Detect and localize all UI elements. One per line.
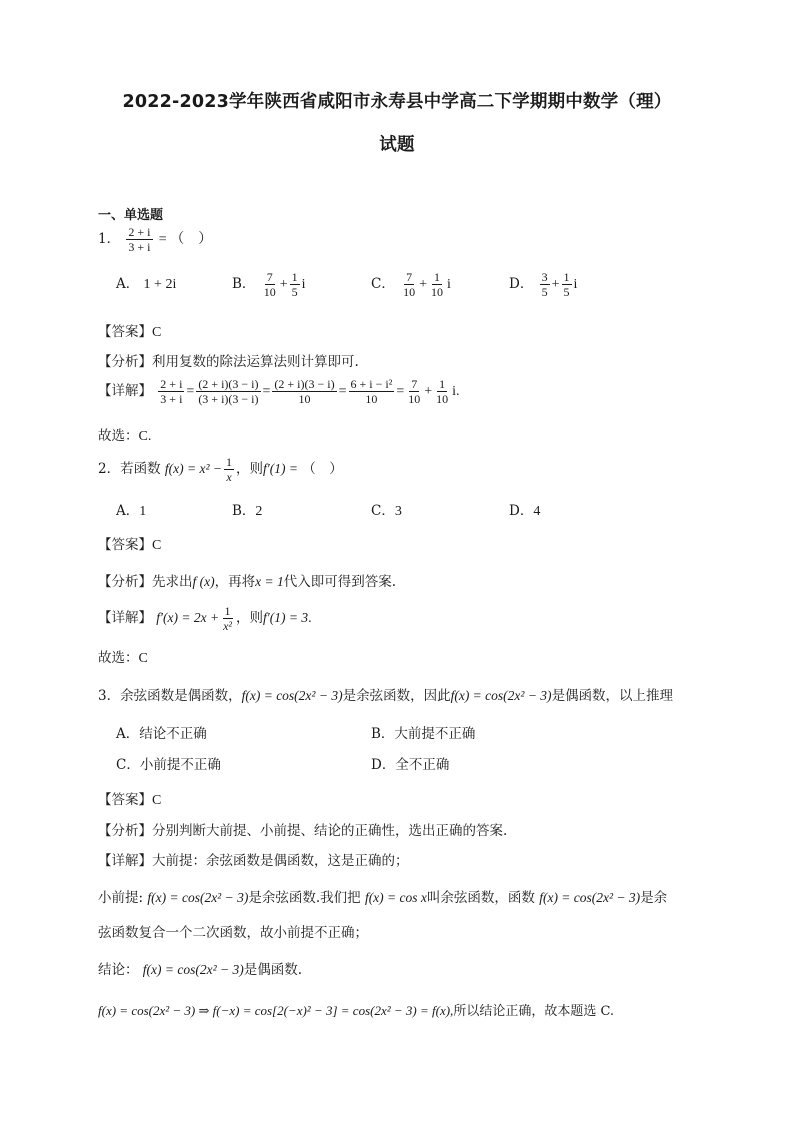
fraction-denominator: x bbox=[226, 470, 232, 484]
q3-option-b bbox=[371, 722, 475, 742]
option-label: A． bbox=[116, 276, 140, 292]
fraction-numerator: 6 + i − i² bbox=[350, 377, 393, 391]
q2-detail bbox=[98, 604, 312, 633]
fraction-denominator: 10 bbox=[408, 392, 421, 406]
fraction-denominator: (3 + i)(3 − i) bbox=[198, 392, 259, 406]
analysis-expression: x = 1 bbox=[255, 574, 284, 589]
minor-expression: f(x) = cos(2x² − 3) bbox=[539, 890, 641, 905]
q3-detail bbox=[98, 849, 409, 869]
option-text: 小前提不正确 bbox=[139, 757, 221, 773]
stem-expression: f(x) = cos(2x² − 3) bbox=[241, 688, 343, 703]
fraction bbox=[540, 270, 550, 299]
detail-text: . bbox=[308, 611, 312, 626]
fraction-denominator: x² bbox=[223, 619, 233, 633]
option-label: A． bbox=[116, 503, 140, 519]
fraction-denominator: 10 bbox=[431, 285, 444, 299]
choose-value: C. bbox=[138, 429, 152, 444]
fraction bbox=[221, 604, 234, 633]
answer-value: C bbox=[152, 793, 162, 808]
q3-minor-premise-line2: 弦函数复合一个二次函数，故小前提不正确； bbox=[98, 925, 368, 941]
stem-text: ，则 bbox=[236, 461, 264, 477]
stem-expression: f(x) = cos(2x² − 3) bbox=[450, 688, 552, 703]
detail-label: 【详解】 bbox=[98, 853, 152, 869]
detail-label: 【详解】 bbox=[98, 383, 152, 399]
fraction-numerator: 7 bbox=[406, 270, 413, 284]
fraction bbox=[401, 270, 417, 299]
fraction-denominator: 5 bbox=[291, 285, 298, 299]
fraction-denominator: 5 bbox=[563, 285, 570, 299]
fraction bbox=[262, 270, 278, 299]
imaginary-unit: i bbox=[447, 277, 451, 292]
detail-expression: f′(x) = 2x + bbox=[156, 610, 220, 625]
stem-tail: = （ ） bbox=[158, 232, 213, 247]
answer-value: C bbox=[152, 325, 162, 340]
answer-label: 【答案】 bbox=[98, 324, 152, 340]
plus-sign: + bbox=[279, 277, 288, 292]
stem-text: 若函数 bbox=[120, 461, 161, 477]
option-text: 4 bbox=[533, 504, 541, 519]
minor-premise-label: 小前提: bbox=[98, 890, 144, 906]
fraction-numerator: 2 + i bbox=[128, 225, 151, 239]
plus-sign: + bbox=[424, 384, 433, 399]
document-title-line1: 2022-2023学年陕西省咸阳市永寿县中学高二下学期期中数学（理） bbox=[122, 92, 672, 112]
option-label: C． bbox=[371, 276, 395, 292]
option-text: 大前提不正确 bbox=[394, 726, 476, 742]
plus-sign: + bbox=[419, 277, 428, 292]
equals-sign: = bbox=[262, 384, 271, 399]
q1-option-c bbox=[371, 270, 451, 299]
conclusion-text: 是偶函数. bbox=[243, 962, 303, 978]
question-number: 3． bbox=[98, 688, 121, 704]
fraction bbox=[434, 377, 450, 406]
fraction-denominator: 10 bbox=[436, 392, 449, 406]
fraction-denominator: 10 bbox=[263, 285, 276, 299]
option-label: D． bbox=[371, 757, 396, 773]
q3-option-a bbox=[116, 722, 207, 742]
final-expression: f(x) = cos(2x² − 3) ⇒ f(−x) = cos[2(−x)² − 3] = cos(2x² − 3) = f(x), bbox=[98, 1003, 454, 1018]
q3-answer bbox=[98, 788, 161, 809]
question-number: 1． bbox=[98, 231, 121, 247]
fraction-numerator: 2 + i bbox=[160, 377, 183, 391]
analysis-expression: f (x) bbox=[192, 574, 215, 589]
fraction-denominator: 10 bbox=[365, 392, 378, 406]
option-text: 2 bbox=[255, 504, 263, 519]
q1-answer bbox=[98, 320, 161, 341]
answer-value: C bbox=[152, 538, 162, 553]
option-text: 全不正确 bbox=[395, 757, 450, 773]
fraction-denominator: 3 + i bbox=[160, 392, 183, 406]
q1-analysis bbox=[98, 350, 359, 370]
choose-label: 故选： bbox=[98, 428, 139, 444]
analysis-text: 利用复数的除法运算法则计算即可. bbox=[152, 354, 359, 370]
option-label: B． bbox=[371, 726, 395, 742]
q3-option-d bbox=[371, 753, 449, 773]
q2-option-b bbox=[232, 499, 262, 520]
conclusion-label: 结论： bbox=[98, 962, 139, 978]
analysis-text: 先求出 bbox=[152, 574, 193, 590]
conclusion-expression: f(x) = cos(2x² − 3) bbox=[142, 962, 244, 977]
option-label: D． bbox=[509, 503, 534, 519]
fraction bbox=[158, 377, 184, 406]
q2-option-c bbox=[371, 499, 402, 520]
fraction bbox=[224, 455, 234, 484]
imaginary-unit: i bbox=[573, 277, 578, 292]
detail-label: 【详解】 bbox=[98, 610, 152, 626]
stem-text: 是余弦函数，因此 bbox=[342, 688, 451, 704]
minor-expression: f(x) = cos x bbox=[364, 890, 427, 905]
analysis-label: 【分析】 bbox=[98, 574, 152, 590]
detail-text: 大前提：余弦函数是偶函数，这是正确的； bbox=[152, 853, 409, 869]
fraction-numerator: 1 bbox=[439, 377, 446, 391]
fraction bbox=[429, 270, 445, 299]
minor-expression: f(x) = cos(2x² − 3) bbox=[147, 890, 249, 905]
q3-analysis bbox=[98, 819, 507, 839]
fraction-numerator: 7 bbox=[266, 270, 273, 284]
fraction bbox=[562, 270, 572, 299]
q3-final-line bbox=[98, 1000, 614, 1019]
choose-label: 故选： bbox=[98, 650, 139, 666]
option-label: B． bbox=[232, 276, 256, 292]
q1-option-d bbox=[509, 270, 577, 299]
option-label: B． bbox=[232, 503, 256, 519]
q1-conclusion bbox=[98, 424, 151, 445]
option-label: C． bbox=[116, 757, 140, 773]
fraction bbox=[290, 270, 300, 299]
fraction-denominator: 3 + i bbox=[128, 240, 151, 254]
fraction-numerator: 1 bbox=[291, 270, 298, 284]
detail-text: ，则 bbox=[236, 610, 264, 626]
plus-sign: + bbox=[551, 277, 560, 292]
fraction-denominator: 5 bbox=[541, 285, 548, 299]
final-text: 所以结论正确，故本题选 C. bbox=[453, 1004, 615, 1019]
q2-conclusion bbox=[98, 646, 148, 667]
imaginary-unit: i bbox=[301, 277, 306, 292]
fraction-numerator: (2 + i)(3 − i) bbox=[274, 377, 335, 391]
stem-text: 是偶函数，以上推理 bbox=[551, 688, 674, 704]
fraction-numerator: 1 bbox=[563, 270, 570, 284]
option-text: 1 + 2i bbox=[143, 277, 177, 292]
question-number: 2． bbox=[98, 461, 121, 477]
fraction bbox=[196, 377, 260, 406]
fraction-denominator: 10 bbox=[403, 285, 416, 299]
fraction bbox=[349, 377, 395, 406]
equals-sign: = bbox=[396, 384, 405, 399]
q2-answer bbox=[98, 533, 161, 554]
q3-conclusion-line bbox=[98, 958, 302, 978]
q3-minor-premise bbox=[98, 886, 667, 906]
q1-option-a bbox=[116, 272, 176, 293]
option-text: 结论不正确 bbox=[139, 726, 207, 742]
analysis-label: 【分析】 bbox=[98, 823, 152, 839]
answer-label: 【答案】 bbox=[98, 537, 152, 553]
section-heading: 一、单选题 bbox=[98, 208, 164, 223]
fraction-numerator: 1 bbox=[226, 455, 233, 469]
equals-sign: = bbox=[186, 384, 195, 399]
detail-expression: f′(1) = 3 bbox=[263, 610, 309, 625]
fraction-numerator: 1 bbox=[224, 604, 231, 618]
stem-fraction bbox=[126, 225, 152, 254]
q2-option-a bbox=[116, 499, 146, 520]
question-3-stem bbox=[98, 684, 673, 704]
fraction-denominator: 10 bbox=[298, 392, 311, 406]
stem-expression: f(x) = x² − bbox=[164, 461, 223, 476]
fraction bbox=[272, 377, 336, 406]
option-text: 3 bbox=[394, 504, 402, 519]
stem-tail: （ ） bbox=[302, 461, 343, 477]
fraction-numerator: 1 bbox=[434, 270, 441, 284]
answer-label: 【答案】 bbox=[98, 792, 152, 808]
q1-detail bbox=[98, 377, 460, 406]
analysis-text: 代入即可得到答案. bbox=[283, 574, 397, 590]
q1-option-b bbox=[232, 270, 306, 299]
analysis-text: ，再将 bbox=[214, 574, 256, 590]
choose-value: C bbox=[138, 651, 148, 666]
fraction bbox=[406, 377, 422, 406]
imaginary-unit: i. bbox=[452, 384, 460, 399]
question-1-stem bbox=[98, 225, 212, 254]
fraction-numerator: 7 bbox=[411, 377, 418, 391]
option-label: A． bbox=[116, 726, 140, 742]
minor-text: 是余弦函数.我们把 bbox=[248, 890, 361, 906]
q2-analysis bbox=[98, 570, 396, 590]
equals-sign: = bbox=[338, 384, 347, 399]
minor-text: 叫余弦函数，函数 bbox=[426, 890, 535, 906]
document-title-line2: 试题 bbox=[379, 135, 415, 155]
stem-expression: f′(1) = bbox=[263, 461, 298, 476]
q3-option-c bbox=[116, 753, 221, 773]
option-text: 1 bbox=[139, 504, 147, 519]
option-label: D． bbox=[509, 276, 534, 292]
fraction-numerator: 3 bbox=[541, 270, 548, 284]
q2-option-d bbox=[509, 499, 540, 520]
fraction-numerator: (2 + i)(3 − i) bbox=[198, 377, 259, 391]
analysis-text: 分别判断大前提、小前提、结论的正确性，选出正确的答案. bbox=[152, 823, 508, 839]
minor-text: 是余 bbox=[640, 890, 668, 906]
question-2-stem bbox=[98, 455, 343, 484]
stem-text: 余弦函数是偶函数， bbox=[120, 688, 242, 704]
analysis-label: 【分析】 bbox=[98, 354, 152, 370]
option-label: C． bbox=[371, 503, 395, 519]
